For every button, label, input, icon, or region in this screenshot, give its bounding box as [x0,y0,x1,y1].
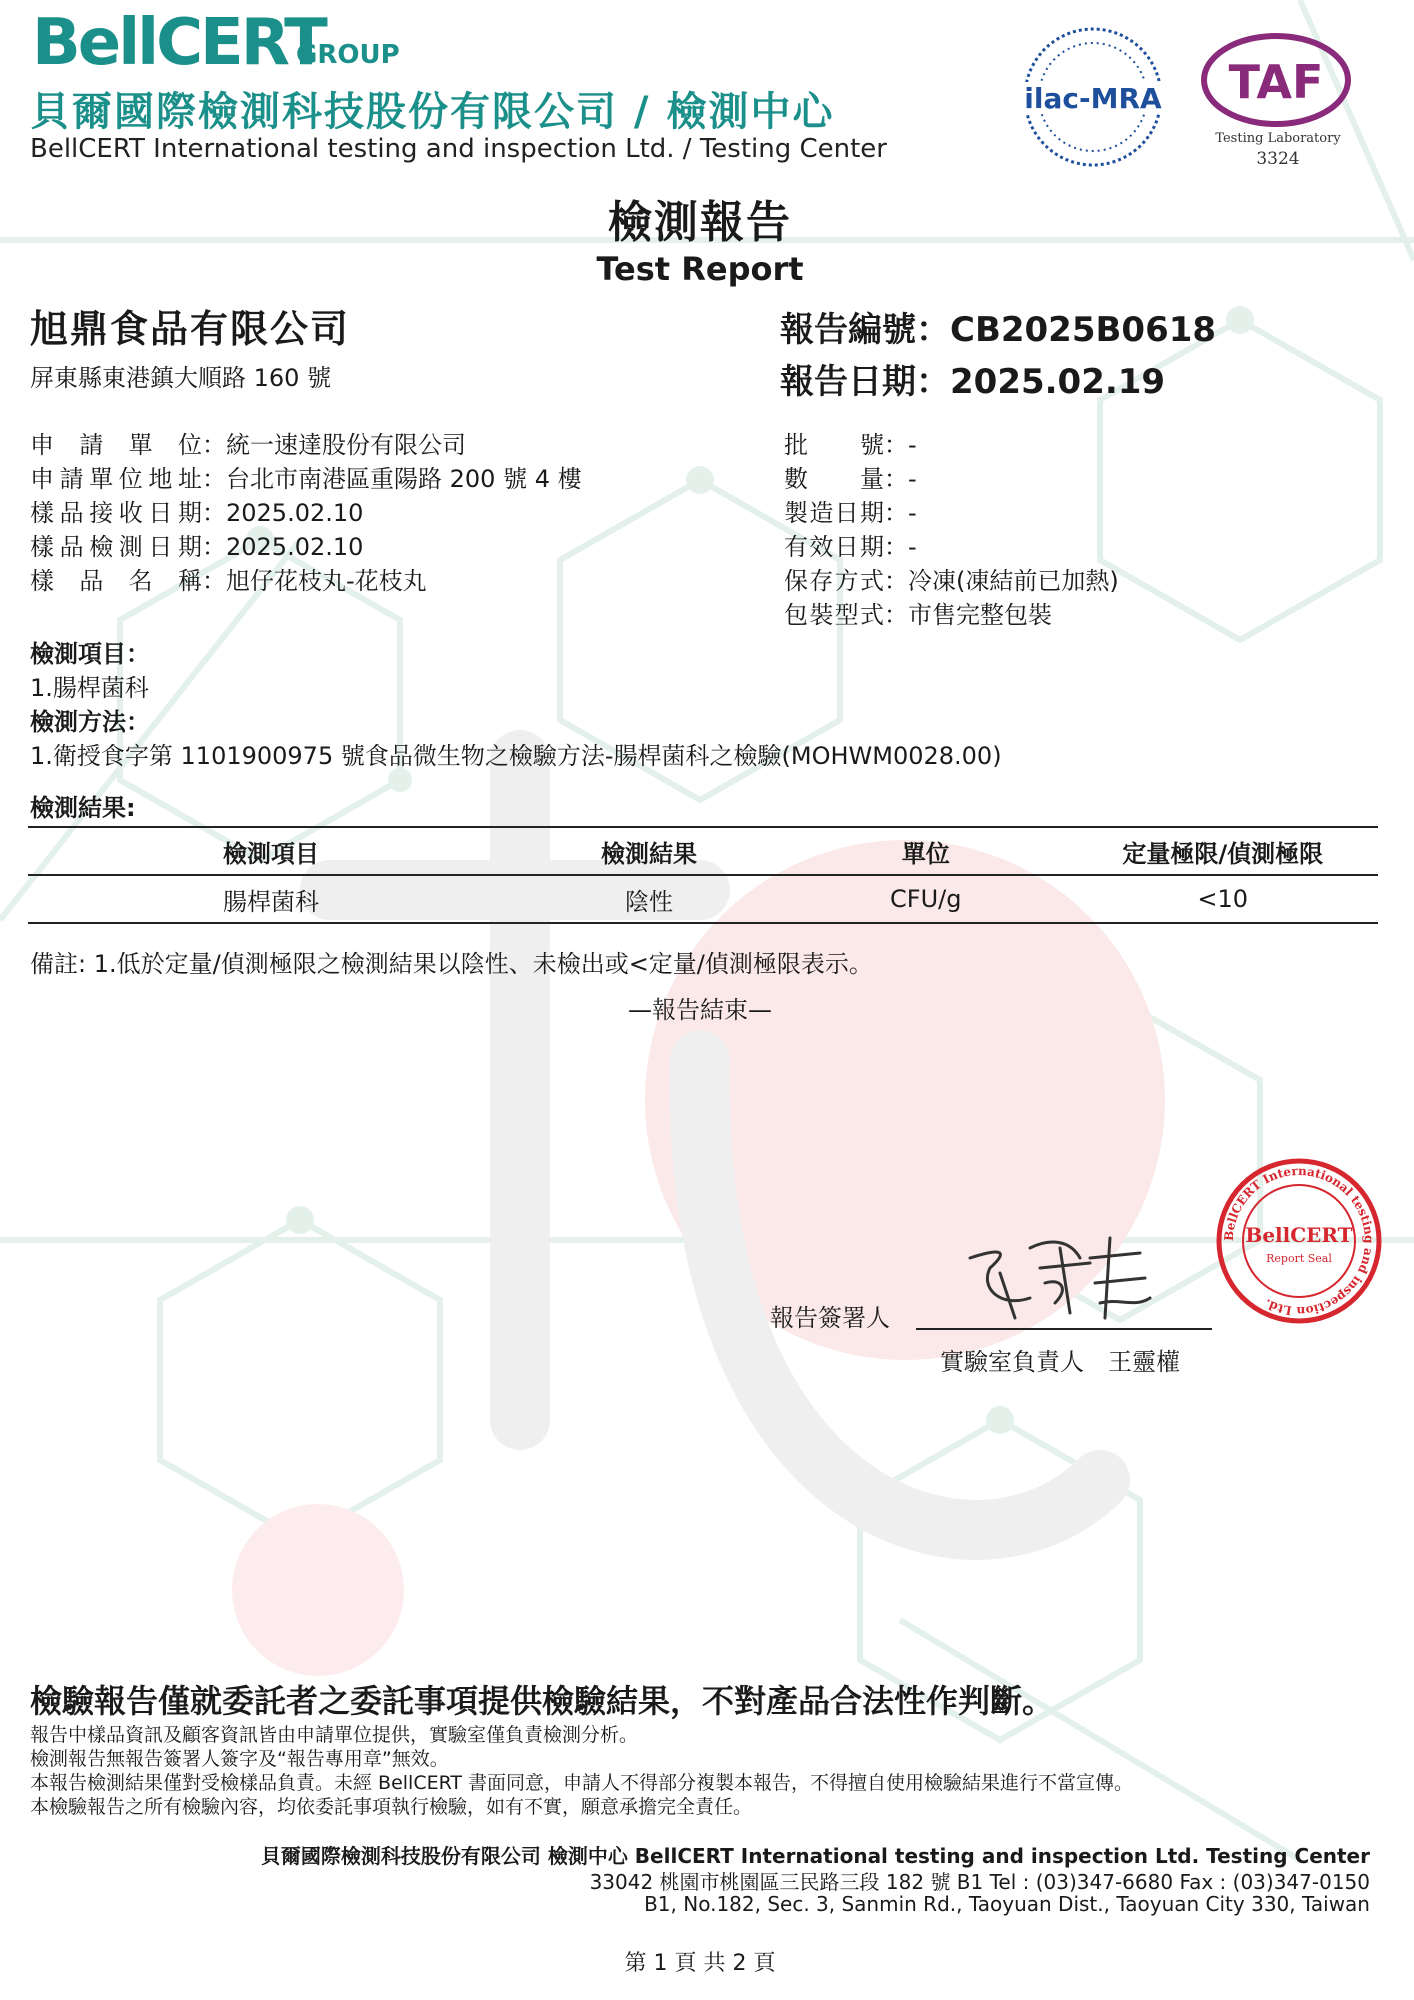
report-title-en: Test Report [596,250,804,288]
disclaimer-line-4: 本檢驗報告之所有檢驗內容，均依委託事項執行檢驗，如有不實，願意承擔完全責任。 [30,1796,753,1818]
field-applicant: 申請單位：統一速達股份有限公司 [30,431,466,459]
test-items-text: 1.腸桿菌科 [30,674,149,702]
remark-note: 備註: 1.低於定量/偵測極限之檢測結果以陰性、未檢出或<定量/偵測極限表示。 [30,950,873,978]
seal-sub-text: Report Seal [1266,1252,1332,1265]
signer-name: 實驗室負責人 王靈權 [940,1348,1180,1376]
field-expiry-date: 有效日期：- [784,533,917,561]
disclaimer-line-1: 報告中樣品資訊及顧客資訊皆由申請單位提供，實驗室僅負責檢測分析。 [30,1724,639,1746]
col-header-limit: 定量極限/偵測極限 [1068,827,1379,875]
ilac-text: ilac-MRA [1024,82,1162,115]
taf-sub: Testing Laboratory [1215,131,1341,146]
client-name: 旭鼎食品有限公司 [30,307,351,351]
test-method-heading: 檢測方法： [30,708,150,736]
results-header-row [28,827,1378,875]
report-date: 報告日期：2025.02.19 [780,362,1166,402]
table-row [28,875,1378,923]
cell-unit: CFU/g [784,875,1068,923]
field-applicant-address: 申請單位地址：台北市南港區重陽路 200 號 4 樓 [30,465,582,493]
handwritten-signature [960,1228,1160,1328]
footer-company: 貝爾國際檢測科技股份有限公司 檢測中心 BellCERT International testing and inspection Ltd. Testing Center [260,1844,1370,1868]
signatory-label: 報告簽署人 [770,1304,890,1332]
company-name-en: BellCERT International testing and inspection Ltd. / Testing Center [30,134,887,164]
cell-item: 腸桿菌科 [28,875,514,923]
taf-logo [1196,28,1366,174]
signature-line [916,1328,1212,1330]
field-packaging: 包裝型式：市售完整包裝 [784,601,1052,629]
test-items-heading: 檢測項目： [30,640,150,668]
report-title-zh: 檢測報告 [608,197,792,248]
page-number: 第 1 頁 共 2 頁 [624,1951,776,1976]
bellcert-logo: BellCERT [32,6,325,80]
disclaimer-line-2: 檢測報告無報告簽署人簽字及“報告專用章”無效。 [30,1748,449,1770]
test-method-text: 1.衛授食字第 1101900975 號食品微生物之檢驗方法-腸桿菌科之檢驗(MOHWM0028.00) [30,742,1002,770]
logo-group-text: GROUP [296,40,400,70]
field-batch: 批號：- [784,431,917,459]
company-name-zh: 貝爾國際檢測科技股份有限公司 / 檢測中心 [30,89,835,135]
right-info-fields [784,428,1119,632]
disclaimer-heading: 檢驗報告僅就委託者之委託事項提供檢驗結果，不對產品合法性作判斷。 [30,1682,1055,1720]
results-heading: 檢測結果: [30,794,136,822]
taf-text: TAF [1228,55,1324,109]
cell-limit: <10 [1068,875,1379,923]
client-address: 屏東縣東港鎮大順路 160 號 [30,364,332,392]
col-header-unit: 單位 [784,827,1068,875]
field-sample-name: 樣品名稱：旭仔花枝丸-花枝丸 [30,567,427,595]
field-quantity: 數量：- [784,465,917,493]
left-info-fields [30,428,582,598]
report-end-mark: —報告結束— [628,996,772,1024]
report-seal-stamp [1214,1156,1384,1326]
taf-number: 3324 [1256,149,1300,169]
seal-ring-text: BellCERT International testing and inspection Ltd. [1221,1163,1377,1319]
field-manufacture-date: 製造日期：- [784,499,917,527]
field-receive-date: 樣品接收日期：2025.02.10 [30,499,364,527]
field-test-date: 樣品檢測日期：2025.02.10 [30,533,364,561]
field-storage: 保存方式：冷凍(凍結前已加熱) [784,567,1119,595]
footer-address-en: B1, No.182, Sec. 3, Sanmin Rd., Taoyuan Dist., Taoyuan City 330, Taiwan [644,1892,1370,1916]
cell-result: 陰性 [514,875,784,923]
ilac-mra-logo [1018,22,1168,172]
col-header-item: 檢測項目 [28,827,514,875]
col-header-result: 檢測結果 [514,827,784,875]
report-number: 報告編號：CB2025B0618 [780,310,1217,350]
seal-main-text: BellCERT [1245,1223,1353,1247]
footer-address-zh: 33042 桃園市桃園區三民路三段 182 號 B1 Tel : (03)347-6680 Fax : (03)347-0150 [589,1870,1370,1894]
results-table [28,826,1378,924]
disclaimer-line-3: 本報告檢測結果僅對受檢樣品負責。未經 BellCERT 書面同意，申請人不得部分複製本報告，不得擅自使用檢驗結果進行不當宣傳。 [30,1772,1134,1794]
